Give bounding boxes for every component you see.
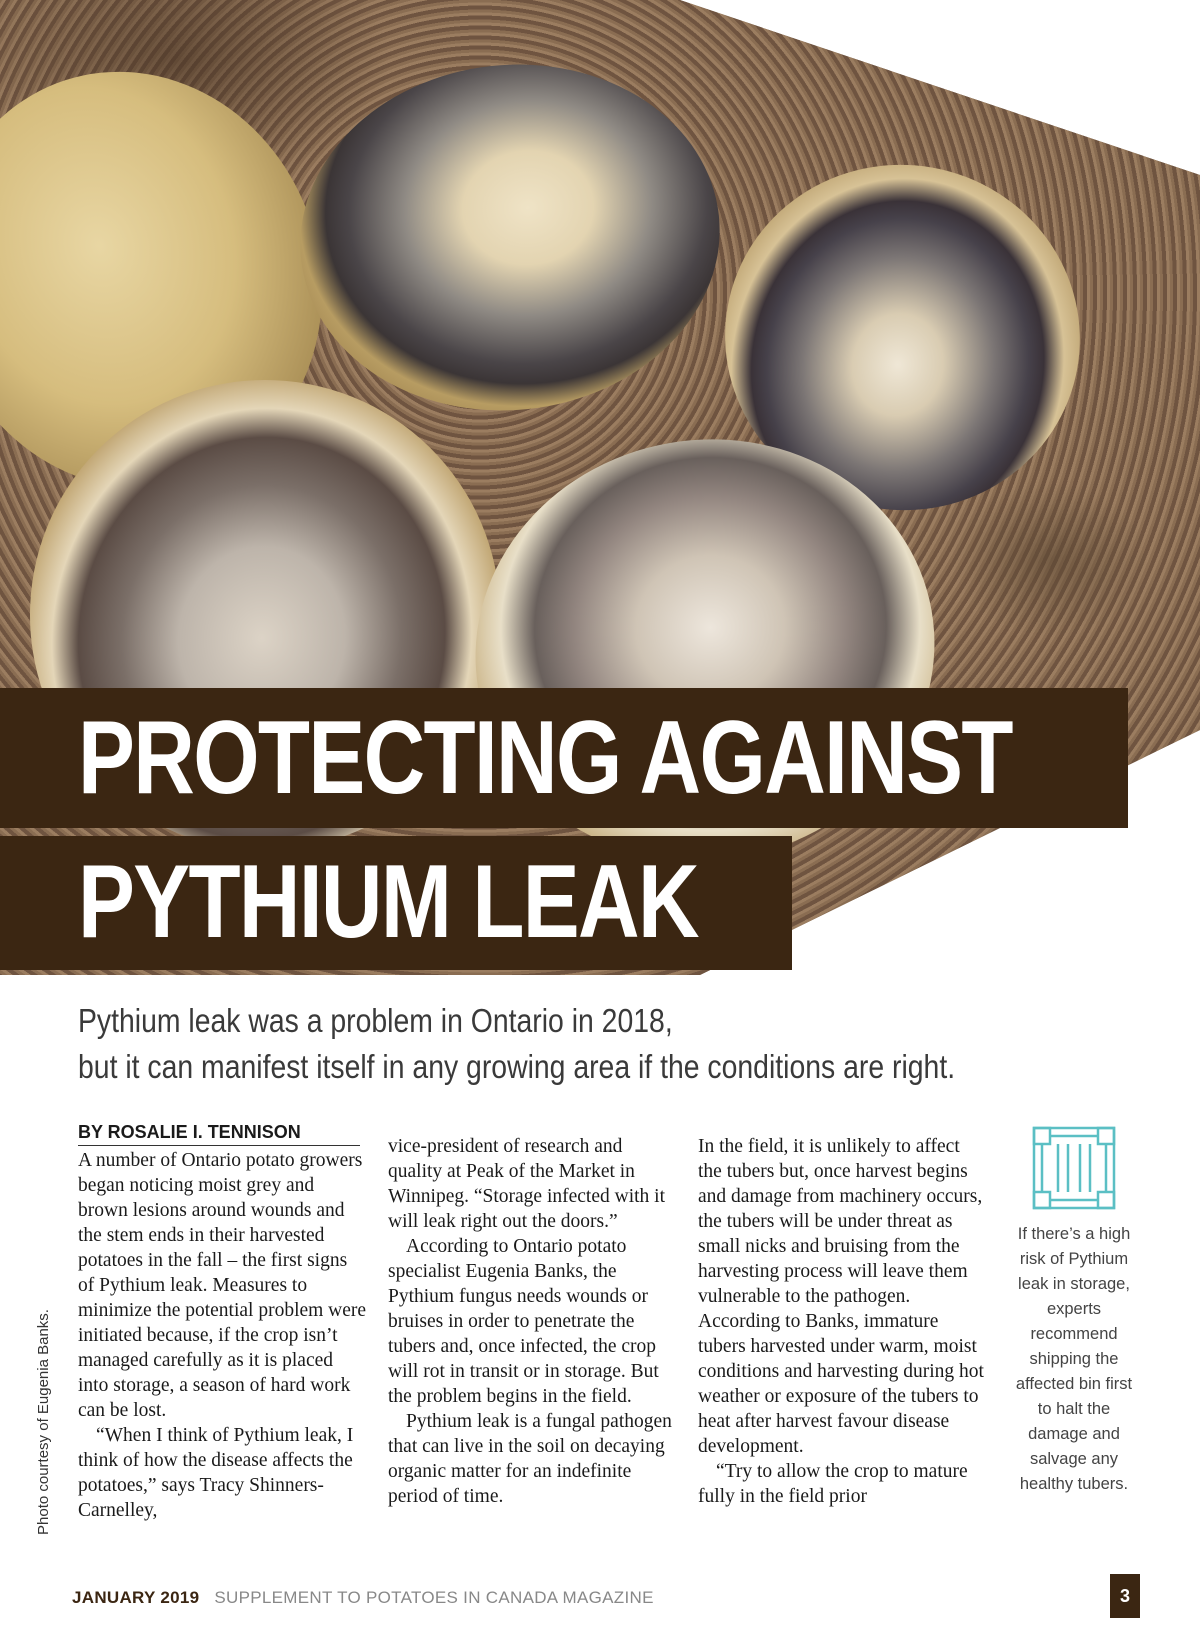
byline: BY ROSALIE I. TENNISON [78, 1122, 360, 1146]
photo-credit: Photo courtesy of Eugenia Banks. [35, 1309, 52, 1535]
paragraph: According to Ontario potato specialist Eugenia Banks, the Pythium fungus needs wounds or bruises in order to penetrate the tubers and, once infected, the crop will rot in transit or in storage. But the problem begins in the field. [388, 1236, 659, 1407]
deck [78, 998, 1178, 1090]
footer [72, 1588, 654, 1608]
article-column-1 [78, 1148, 368, 1523]
footer-issue: JANUARY 2019 [72, 1588, 200, 1607]
paragraph: A number of Ontario potato growers began noticing moist grey and brown lesions around wounds and the stem ends in their harvested potatoes in the fall – the first signs of Pythium leak. Measures to minimize the potential problem were initiated because, if the crop isn’t managed carefully as it is placed into storage, a season of hard work can be lost. [78, 1150, 367, 1421]
headline-line-2: PYTHIUM LEAK [0, 836, 792, 970]
headline-line-1: PROTECTING AGAINST [0, 688, 1128, 828]
potato-cut-infected [283, 44, 737, 431]
sidebar-callout: If there’s a high risk of Pythium leak in storage, experts recommend shipping the affected bin first to halt the damage and salvage any healthy tubers. [1015, 1225, 1133, 1493]
paragraph: “Try to allow the crop to mature fully in the field prior [698, 1461, 968, 1507]
storage-bin-icon [1030, 1124, 1118, 1212]
page-number: 3 [1110, 1574, 1140, 1618]
deck-line-2: but it can manifest itself in any growing area if the conditions are right. [78, 1048, 956, 1085]
deck-line-1: Pythium leak was a problem in Ontario in 2018, [78, 1002, 673, 1039]
paragraph: vice-president of research and quality at Peak of the Market in Winnipeg. “Storage infected with it will leak right out the doors.” [388, 1136, 666, 1232]
article-column-3 [698, 1134, 988, 1509]
paragraph: In the field, it is unlikely to affect the tubers but, once harvest begins and damage from machinery occurs, the tubers will be under threat as small nicks and bruising from the harvesting process will leave them vulnerable to the pathogen. According to Banks, immature tubers harvested under warm, moist conditions and harvesting during hot weather or exposure of the tubers to heat after harvest favour disease development. [698, 1136, 984, 1457]
paragraph: Pythium leak is a fungal pathogen that can live in the soil on decaying organic matter for an indefinite period of time. [388, 1411, 672, 1507]
paragraph: “When I think of Pythium leak, I think of how the disease affects the potatoes,” says Tracy Shinners-Carnelley, [78, 1425, 354, 1521]
footer-publication: SUPPLEMENT TO POTATOES IN CANADA MAGAZINE [214, 1588, 654, 1607]
article-column-2 [388, 1134, 678, 1509]
